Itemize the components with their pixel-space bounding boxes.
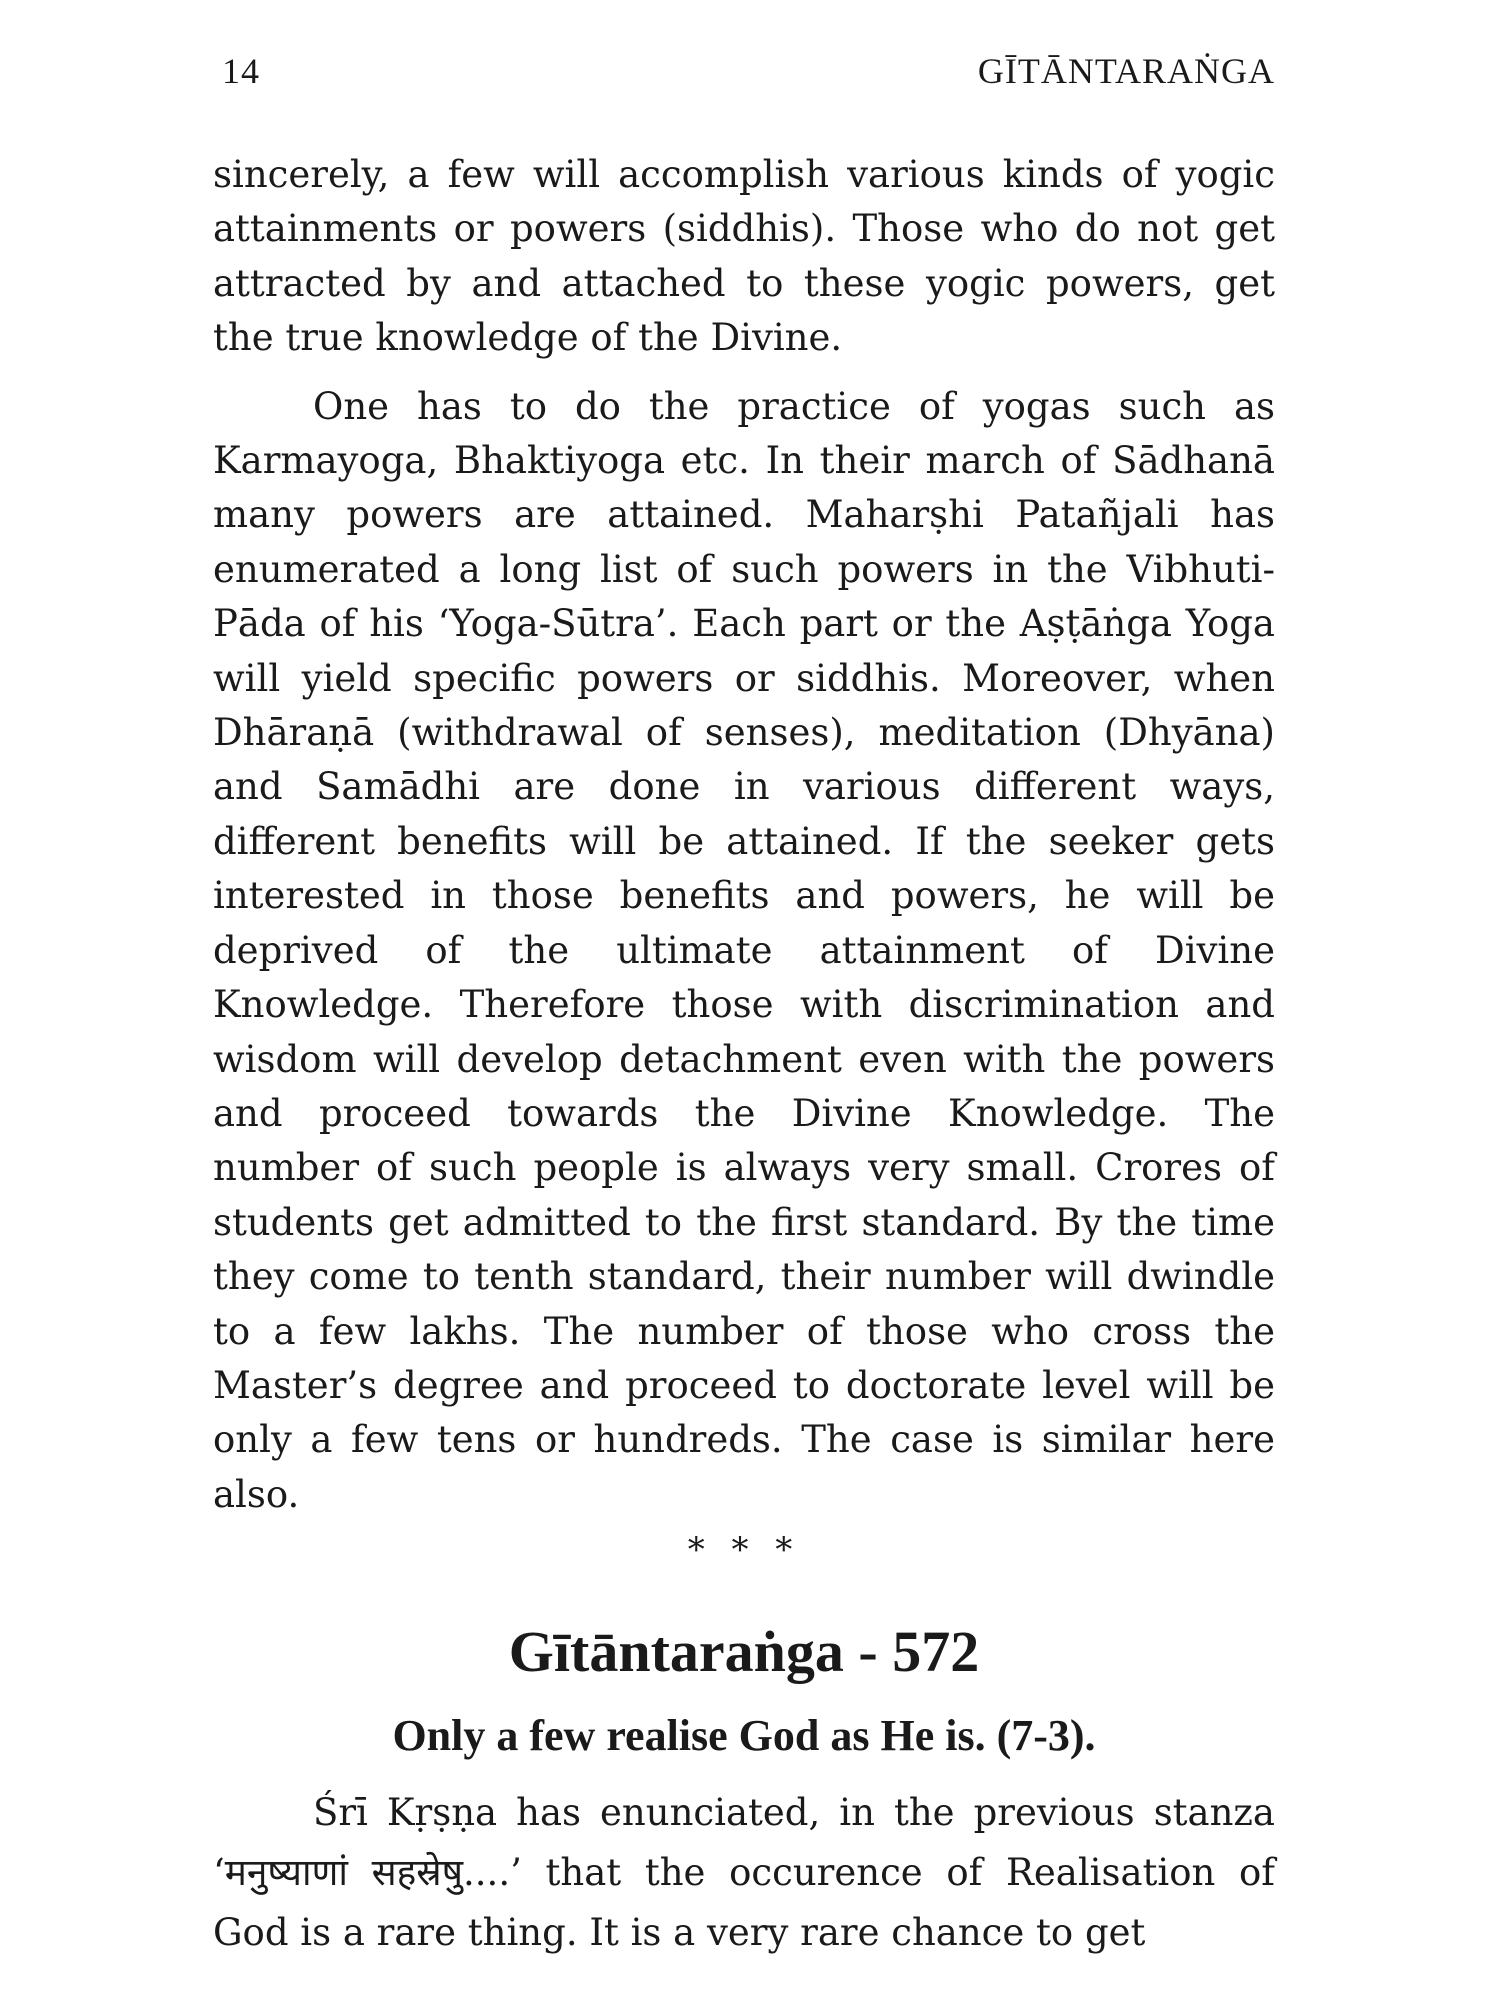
book-page <box>213 0 1275 2000</box>
section-paragraph: Śrī Kṛṣṇa has enunciated, in the previous stanza ‘मनुष्याणां सहस्रेषु....’ that the occurence of Realisation of God is a rare thing. It is a very rare chance to get <box>213 1791 1275 1954</box>
running-head <box>213 50 1275 94</box>
running-title: GĪTĀNTARAṄGA <box>977 51 1275 91</box>
paragraph-continued: sincerely, a few will accomplish various kinds of yogic attainments or powers (siddhis). Those who do not get attracted by and attached to these yogic powers, get the true knowledge of the Divine. <box>213 153 1275 360</box>
section-subtitle: Only a few realise God as He is. (7-3). <box>392 1711 1096 1760</box>
section-separator: * * * <box>687 1530 801 1570</box>
paragraph-yoga-powers: One has to do the practice of yogas such as Karmayoga, Bhaktiyoga etc. In their march of Sādhanā many powers are attained. Maharṣhi Patañjali has enumerated a long list of such powers in the Vibhuti-Pāda of his ‘Yoga-Sūtra’. Each part or the Aṣṭāṅga Yoga will yield specific powers or siddhis. Moreover, when Dhāraṇā (withdrawal of senses), meditation (Dhyāna) and Samādhi are done in various different ways, different benefits will be attained. If the seeker gets interested in those benefits and powers, he will be deprived of the ultimate attainment of Divine Knowledge. Therefore those with discrimination and wisdom will develop detachment even with the powers and proceed towards the Divine Knowledge. The number of such people is always very small. Crores of students get admitted to the first standard. By the time they come to tenth standard, their number will dwindle to a few lakhs. The number of those who cross the Master’s degree and proceed to doctorate level will be only a few tens or hundreds. The case is similar here also. <box>213 384 1275 1516</box>
body-text <box>213 148 1275 1522</box>
section-title: Gītāntaraṅga - 572 <box>508 1619 980 1684</box>
page-number: 14 <box>222 51 260 91</box>
